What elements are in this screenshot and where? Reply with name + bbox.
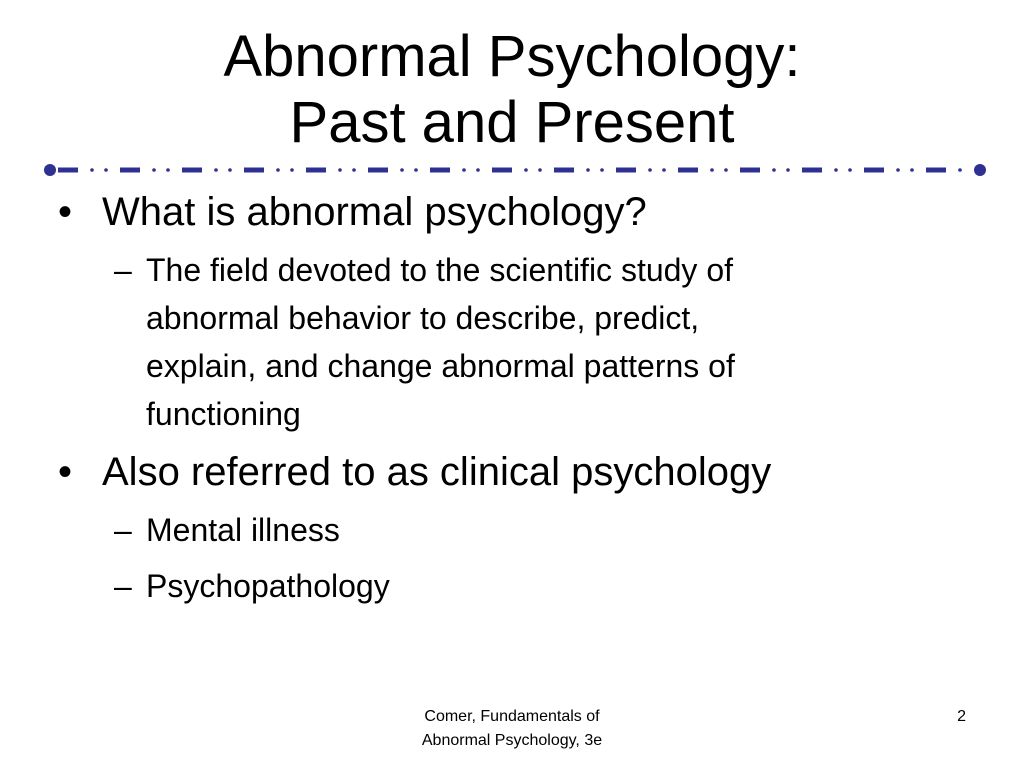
divider-end-dot [974,164,986,176]
sub-bullet-text: Mental illness [146,512,340,548]
sub-bullet-item [58,246,978,438]
dash-glyph: – [114,512,132,548]
bullet-text: Also referred to as clinical psychology [102,450,772,494]
divider-dot [600,168,604,172]
divider-dot [166,168,170,172]
sub-bullet-item [58,562,978,610]
divider-dot [462,168,466,172]
divider-dot [586,168,590,172]
divider-dot [352,168,356,172]
divider-dot [476,168,480,172]
divider-dot [724,168,728,172]
divider-dot [90,168,94,172]
sub-bullet-line: The field devoted to the scientific study of [146,252,733,288]
divider-dot [662,168,666,172]
page-number: 2 [957,708,966,725]
bullet-item [58,448,978,496]
divider-dot [848,168,852,172]
title-line-2: Past and Present [289,90,735,155]
divider-dot [228,168,232,172]
sub-bullet-line: abnormal behavior to describe, predict, [146,300,700,336]
dash-glyph: – [114,568,132,604]
divider-dot [290,168,294,172]
divider-line [44,164,986,176]
divider-dot [910,168,914,172]
divider-end-dot [44,164,56,176]
divider-dot [214,168,218,172]
bullet-glyph: • [58,450,73,494]
dash-glyph: – [114,252,132,288]
bullet-item [58,188,978,236]
divider-dot [152,168,156,172]
divider-dot [786,168,790,172]
divider-dot [772,168,776,172]
footer-source-line-1: Comer, Fundamentals of [424,708,600,725]
footer-source [362,705,662,753]
divider-dot [338,168,342,172]
sub-bullet-line: functioning [146,396,301,432]
slide-body [58,188,978,610]
divider-dot [834,168,838,172]
bullet-glyph: • [58,190,73,234]
divider-dot [104,168,108,172]
slide-title [0,24,1024,156]
sub-bullet-line: explain, and change abnormal patterns of [146,348,735,384]
divider-dot [958,168,962,172]
sub-bullet-text: Psychopathology [146,568,390,604]
divider-dot [896,168,900,172]
divider-dot [524,168,528,172]
decorative-divider [40,158,990,182]
sub-bullet-item [58,506,978,554]
divider-dot [710,168,714,172]
divider-dot [648,168,652,172]
divider-dot [276,168,280,172]
bullet-text: What is abnormal psychology? [102,190,647,234]
title-line-1: Abnormal Psychology: [223,24,801,89]
divider-dot [414,168,418,172]
footer-source-line-2: Abnormal Psychology, 3e [421,732,603,749]
divider-dot [400,168,404,172]
divider-dot [538,168,542,172]
